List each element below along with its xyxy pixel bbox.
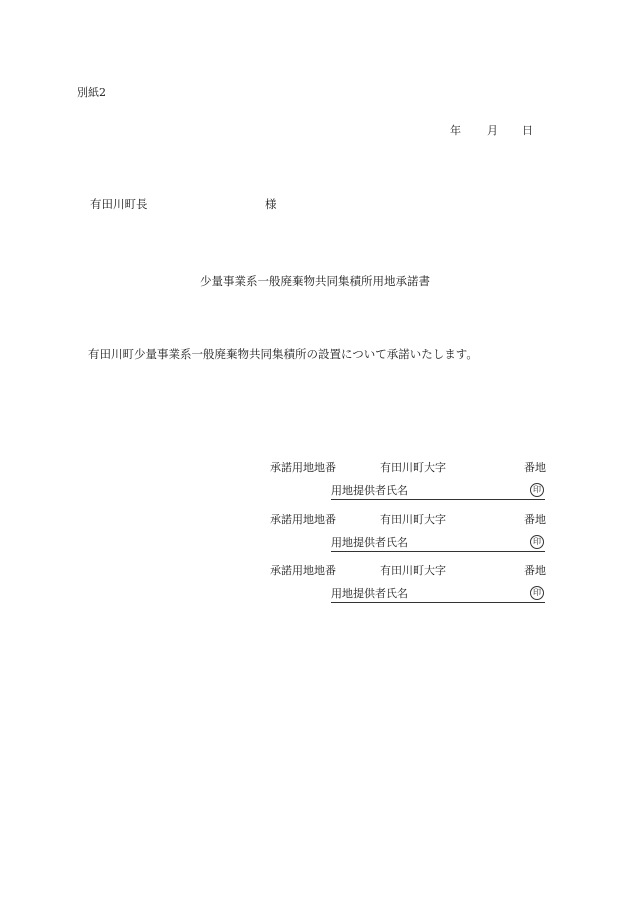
provider-name-label: 用地提供者氏名	[331, 536, 408, 549]
recipient-title: 有田川町長	[90, 197, 148, 211]
recipient-line	[90, 199, 277, 211]
lot-suffix: 番地	[524, 513, 546, 526]
date-line	[450, 125, 533, 136]
lot-number-label: 承諾用地地番	[270, 513, 336, 526]
document-title: 少量事業系一般廃棄物共同集積所用地承諾書	[200, 274, 430, 288]
recipient-honorific: 様	[265, 197, 277, 211]
consent-block-1	[270, 462, 546, 510]
date-month: 月	[487, 124, 498, 137]
date-day: 日	[522, 124, 533, 137]
lot-address: 有田川町大字	[380, 461, 446, 474]
consent-block-3	[270, 565, 546, 613]
attachment-label: 別紙2	[77, 86, 106, 99]
consent-block-2	[270, 514, 546, 562]
seal-icon: 印	[530, 483, 544, 497]
date-year: 年	[450, 124, 461, 137]
lot-suffix: 番地	[524, 461, 546, 474]
provider-signature-line	[331, 536, 545, 552]
provider-signature-line	[331, 484, 545, 500]
lot-address: 有田川町大字	[380, 513, 446, 526]
provider-name-label: 用地提供者氏名	[331, 484, 408, 497]
seal-icon: 印	[530, 535, 544, 549]
lot-number-label: 承諾用地地番	[270, 461, 336, 474]
seal-icon: 印	[530, 586, 544, 600]
lot-suffix: 番地	[524, 564, 546, 577]
provider-name-label: 用地提供者氏名	[331, 587, 408, 600]
lot-address: 有田川町大字	[380, 564, 446, 577]
lot-number-label: 承諾用地地番	[270, 564, 336, 577]
body-text: 有田川町少量事業系一般廃棄物共同集積所の設置について承諾いたします。	[88, 347, 478, 361]
provider-signature-line	[331, 587, 545, 603]
